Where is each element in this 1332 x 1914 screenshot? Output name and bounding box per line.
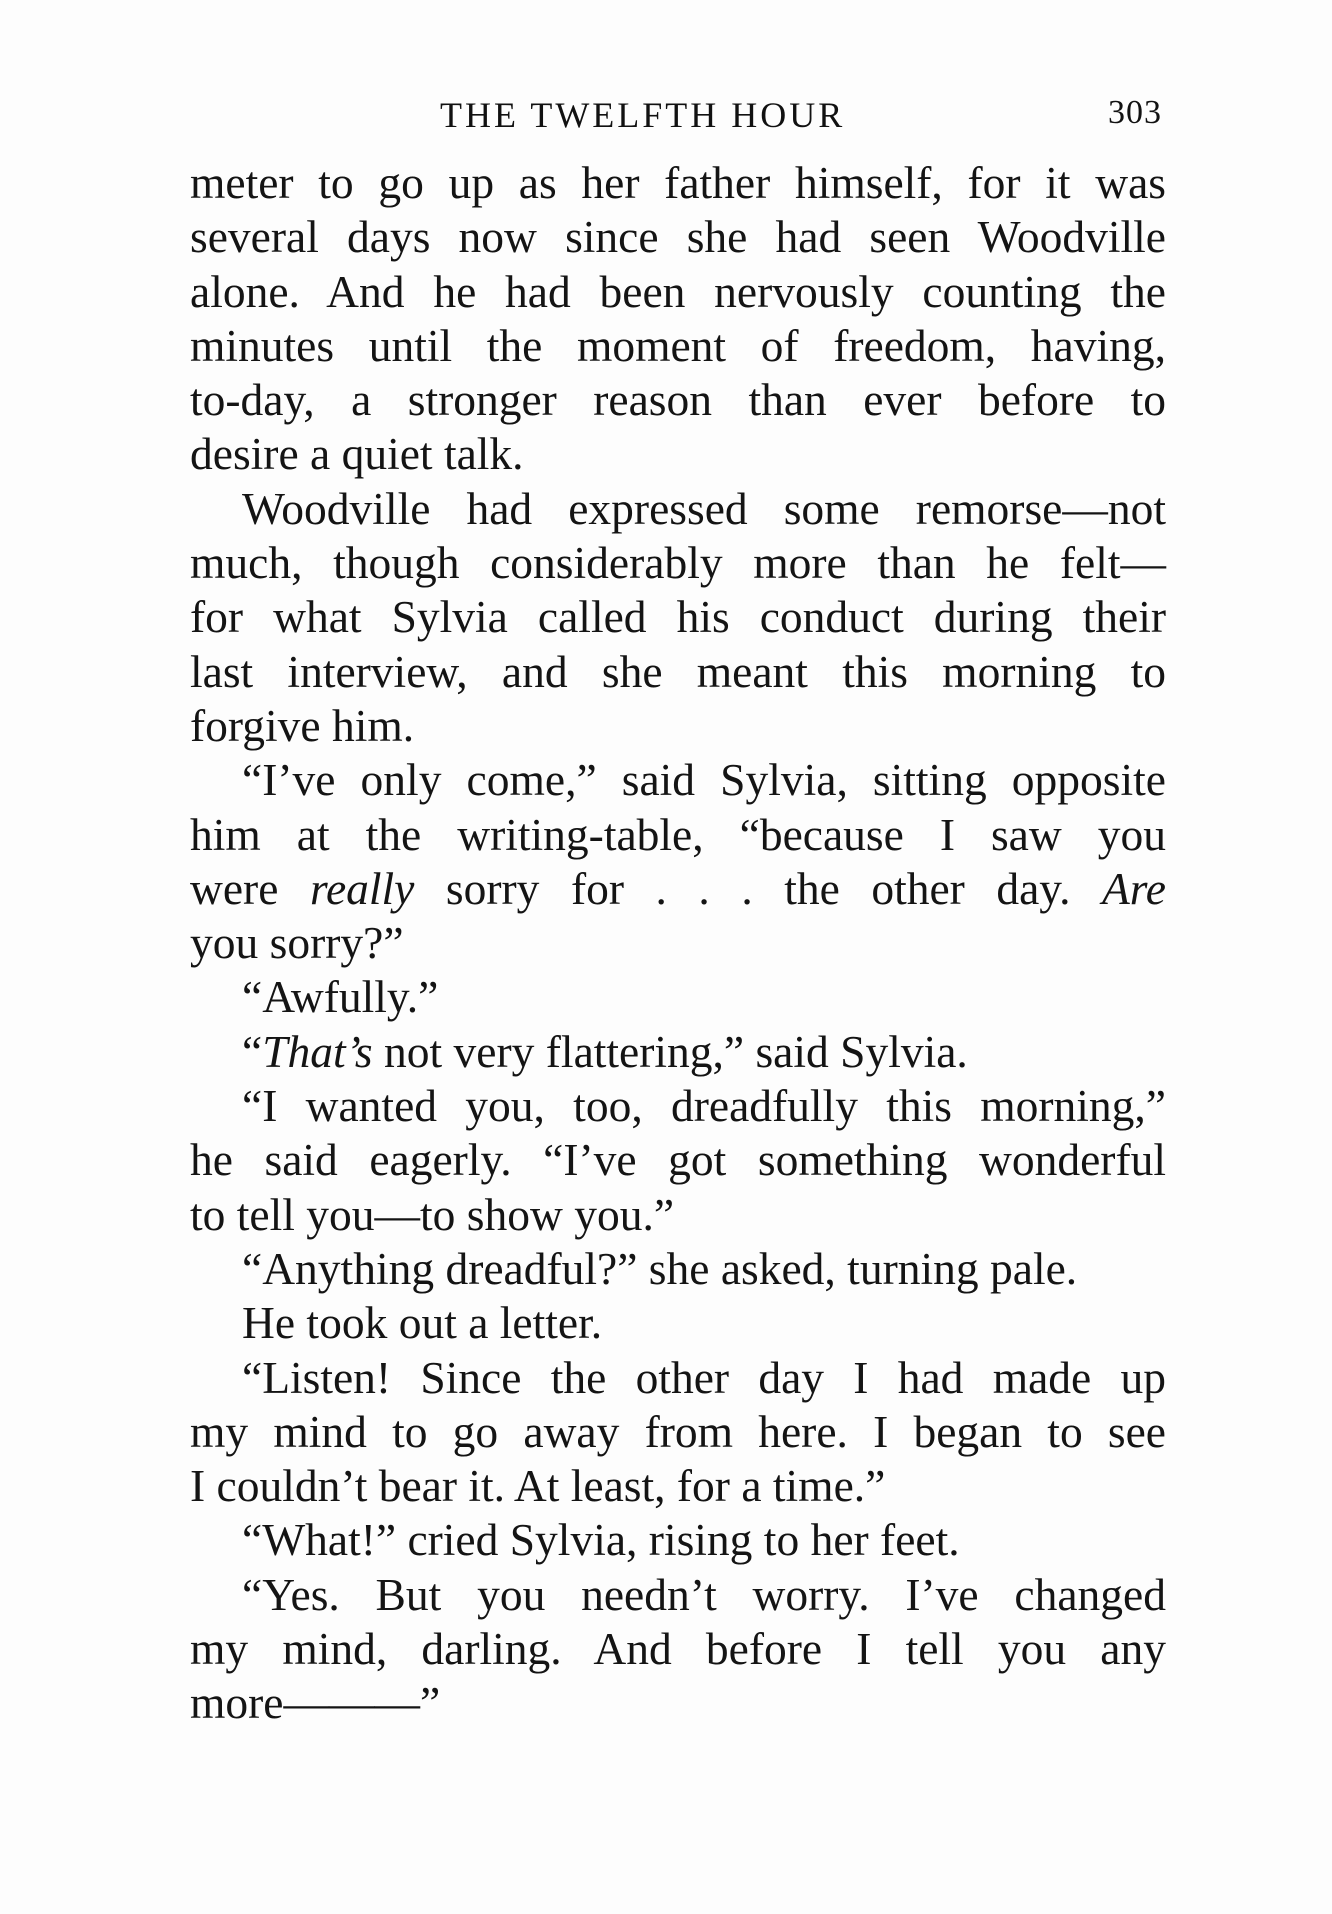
italic-emphasis: That’s: [262, 1025, 373, 1077]
text-line: to-day, a stronger reason than ever before to: [190, 374, 1166, 426]
text-run: not very flattering,” said Sylvia.: [372, 1025, 968, 1077]
body-text: [190, 156, 1166, 1731]
text-line: him at the writing-table, “because I saw you: [190, 808, 1166, 860]
text-line: you sorry?”: [190, 917, 404, 969]
text-line: alone. And he had been nervously counting the: [190, 265, 1166, 317]
italic-emphasis: Are: [1101, 862, 1166, 914]
text-line: “Listen! Since the other day I had made up: [242, 1351, 1166, 1403]
text-line: meter to go up as her father himself, for it was: [190, 157, 1166, 208]
italic-emphasis: really: [309, 862, 415, 914]
text-line-mixed: [190, 862, 1166, 916]
text-line: “I wanted you, too, dreadfully this morning,”: [242, 1080, 1166, 1132]
text-line: more———”: [190, 1677, 441, 1729]
text-line: he said eagerly. “I’ve got something wonderful: [190, 1134, 1166, 1186]
text-run: “: [242, 1025, 263, 1077]
text-line: to tell you—to show you.”: [190, 1188, 675, 1240]
text-line: my mind to go away from here. I began to see: [190, 1405, 1166, 1457]
text-line: “Yes. But you needn’t worry. I’ve changed: [242, 1568, 1166, 1620]
text-line: “What!” cried Sylvia, rising to her feet.: [242, 1514, 960, 1566]
text-line: forgive him.: [190, 699, 415, 751]
running-title: THE TWELFTH HOUR: [440, 95, 846, 135]
text-line: desire a quiet talk.: [190, 428, 524, 480]
text-line: much, though considerably more than he felt—: [190, 537, 1166, 589]
text-line: last interview, and she meant this morning to: [190, 645, 1166, 697]
text-line: my mind, darling. And before I tell you any: [190, 1623, 1166, 1675]
text-line: He took out a letter.: [242, 1297, 603, 1349]
text-line: “Anything dreadful?” she asked, turning pale.: [242, 1242, 1078, 1294]
text-line: Woodville had expressed some remorse—not: [242, 482, 1166, 534]
text-run: sorry for . . . the other day.: [414, 862, 1102, 914]
text-line: minutes until the moment of freedom, having,: [190, 319, 1166, 371]
text-line-mixed: [190, 1025, 1166, 1079]
page-header: [190, 94, 1170, 134]
text-line: “I’ve only come,” said Sylvia, sitting opposite: [242, 754, 1166, 806]
text-line: several days now since she had seen Woodville: [190, 211, 1166, 263]
text-line: I couldn’t bear it. At least, for a time.”: [190, 1460, 886, 1512]
page-number: 303: [1108, 94, 1162, 131]
text-run: were: [190, 862, 310, 914]
text-line: “Awfully.”: [242, 971, 439, 1023]
text-line: for what Sylvia called his conduct during their: [190, 591, 1166, 643]
